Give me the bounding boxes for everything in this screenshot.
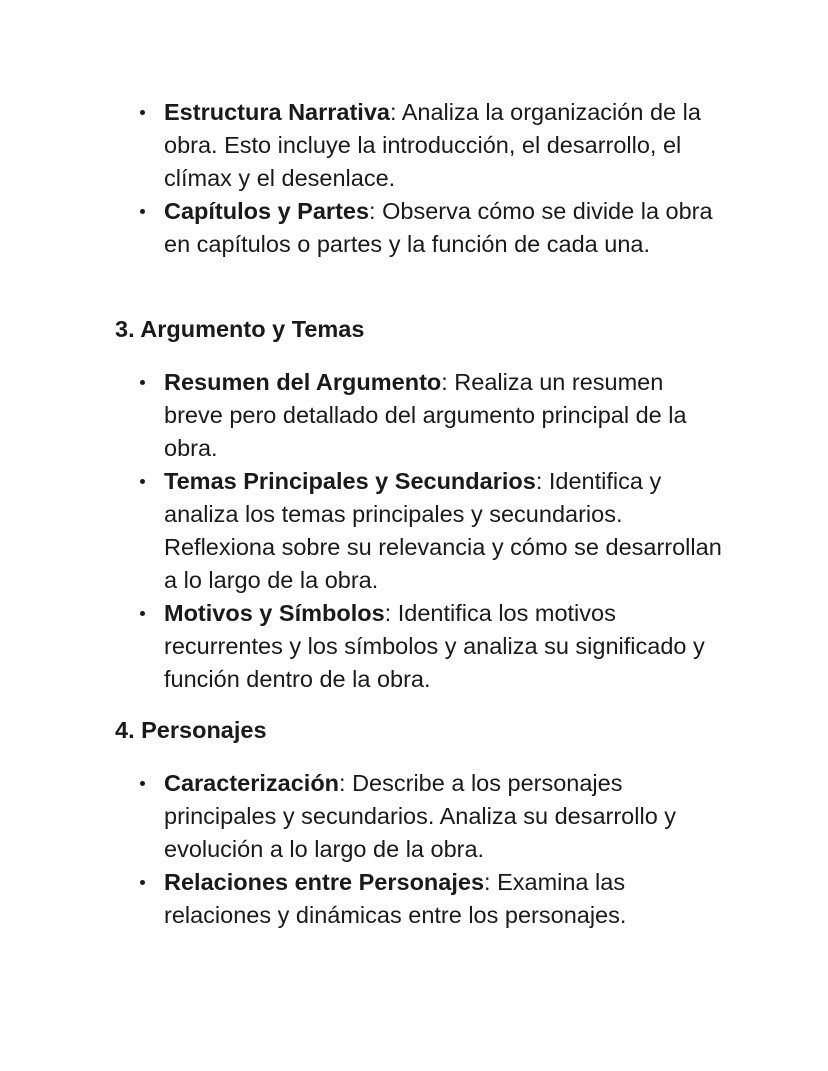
list-item [0, 366, 724, 465]
item-term: Motivos y Símbolos [164, 600, 385, 626]
item-text: : Observa cómo se divide la obra en capítulos o partes y la función de cada una. [164, 198, 713, 257]
list-item [0, 866, 724, 932]
bullet-icon [140, 110, 145, 115]
item-term: Relaciones entre Personajes [164, 869, 485, 895]
item-term: Temas Principales y Secundarios [164, 468, 536, 494]
list-item [0, 195, 724, 261]
item-term: Resumen del Argumento [164, 369, 442, 395]
item-term: Capítulos y Partes [164, 198, 370, 224]
item-text: : Realiza un resumen breve pero detallado del argumento principal de la obra. [164, 369, 687, 461]
item-term: Caracterización [164, 770, 340, 796]
bullet-icon [140, 880, 145, 885]
item-term: Estructura Narrativa [164, 99, 390, 125]
bullet-icon [140, 380, 145, 385]
item-text: : Analiza la organización de la obra. Esto incluye la introducción, el desarrollo, el clímax y el desenlace. [164, 99, 701, 191]
list-item [0, 96, 724, 195]
item-text: : Identifica y analiza los temas principales y secundarios. Reflexiona sobre su relevancia y cómo se desarrollan a lo largo de la obra. [164, 468, 722, 593]
bullet-icon [140, 479, 145, 484]
argument-themes-list [0, 366, 828, 696]
item-text: : Identifica los motivos recurrentes y los símbolos y analiza su significado y función dentro de la obra. [164, 600, 705, 692]
list-item [0, 767, 724, 866]
bullet-icon [140, 611, 145, 616]
bullet-icon [140, 781, 145, 786]
list-item [0, 597, 724, 696]
bullet-icon [140, 209, 145, 214]
narrative-structure-list [0, 96, 828, 261]
list-item [0, 465, 724, 597]
section-heading-argumento-temas: 3. Argumento y Temas [115, 316, 365, 342]
section-heading-personajes: 4. Personajes [115, 717, 267, 743]
item-text: : Describe a los personajes principales y secundarios. Analiza su desarrollo y evolución a lo largo de la obra. [164, 770, 677, 862]
characters-list [0, 767, 828, 932]
item-text: : Examina las relaciones y dinámicas entre los personajes. [164, 869, 627, 928]
